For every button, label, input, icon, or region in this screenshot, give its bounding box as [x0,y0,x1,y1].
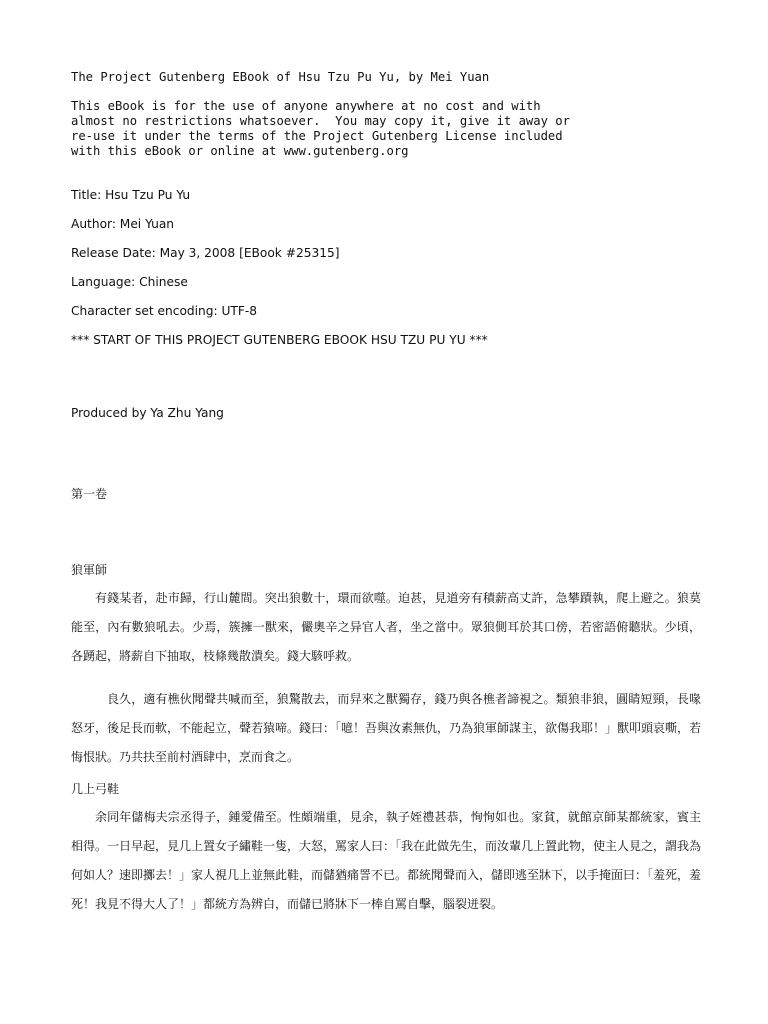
story-title: 几上弓鞋 [71,782,120,796]
story-title: 狼軍師 [71,563,108,577]
story-paragraph: 有錢某者，赴市歸，行山麓間。突出狼數十，環而欲噬。迫甚，見道旁有積薪高丈許，急攀蹟執，爬上避之。狼莫能至，內有數狼吼去。少焉，簇擁一獸來，儼奧辛之异官人者，坐之當中。眾狼側耳於其口傍，若密語俯聽狀。少頃，各踴起，將薪自下抽取，枝條幾散潰矣。錢大駭呼救。 [71,591,701,663]
start-marker: *** START OF THIS PROJECT GUTENBERG EBOOK HSU TZU PU YU *** [71,333,488,347]
volume-heading: 第一卷 [71,487,108,501]
meta-release-date: Release Date: May 3, 2008 [EBook #25315] [71,246,340,260]
story-paragraph: 余同年儲梅夫宗丞得子，鍾愛備至。性頗端重，見余，執子姪禮甚恭，恂恂如也。家貧，就館京師某都統家，賓主相得。一日早起，見几上置女子繡鞋一隻，大怒，罵家人曰：「我在此做先生，而汝輩几上置此物，使主人見之，謂我為何如人？速即擲去！」家人視几上並無此鞋，而儲猶痛詈不已。都統聞聲而入，儲即逃至牀下，以手掩面曰：「羞死，羞死！我見不得大人了！」都統方為辨白，而儲已將牀下一棒自罵自擊，腦裂迸裂。 [71,810,702,911]
producer-credit: Produced by Ya Zhu Yang [71,406,224,420]
license-line: re-use it under the terms of the Project Gutenberg License included [71,129,563,143]
license-line: with this eBook or online at www.gutenberg.org [71,144,409,158]
meta-author: Author: Mei Yuan [71,217,175,231]
license-line: This eBook is for the use of anyone anywhere at no cost and with [71,99,541,113]
meta-title: Title: Hsu Tzu Pu Yu [71,188,191,202]
ebook-page [71,70,701,919]
license-block [71,99,701,159]
story-paragraph: 良久，適有樵伙聞聲共喊而至，狼驚散去，而舁來之獸獨存，錢乃與各樵者諦視之。類狼非狼，圓睛短頸，長喙怒牙，後足長而軟，不能起立，聲若猿啼。錢曰：「噫！吾與汝素無仇，乃為狼軍師謀主，欲傷我耶！」獸叩頭哀嘶，若悔恨狀。乃共扶至前村酒肆中，烹而食之。 [71,692,702,764]
license-line: almost no restrictions whatsoever. You may copy it, give it away or [71,114,570,128]
meta-encoding: Character set encoding: UTF-8 [71,304,258,318]
ebook-title-line: The Project Gutenberg EBook of Hsu Tzu Pu Yu, by Mei Yuan [71,70,490,84]
meta-language: Language: Chinese [71,275,188,289]
